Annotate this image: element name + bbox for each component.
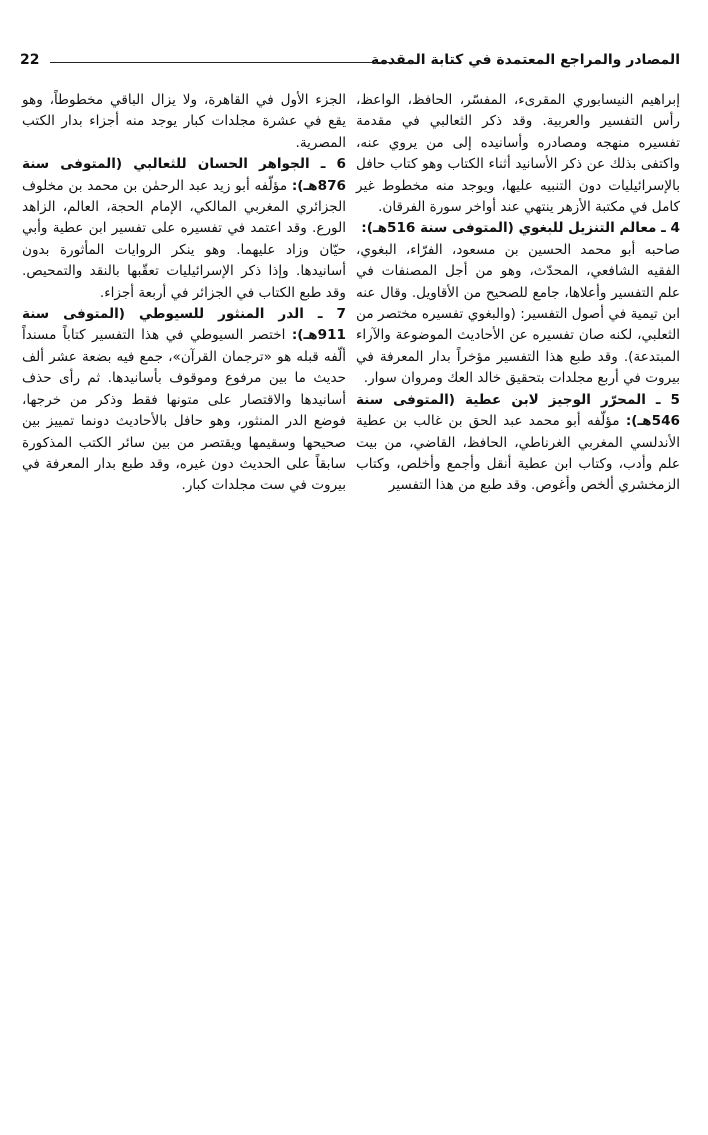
entry-6-body: مؤلّفه أبو زيد عبد الرحمٰن بن محمد بن مخلوف الجزائري المغربي المالكي، الإمام الحجة، العالم، الزاهد الورع. وقد اعتمد في تفسيره على تفسير ابن عطية وأبي حيّان وزاد عليهما. وهو ينكر الروايات المأثورة بدون أسانيدها. وإذا ذكر الإسرائيليات تعقّبها بالنقد والتمحيص. وقد طبع الكتاب في الجزائر في أربعة أجزاء.	[22, 177, 346, 301]
entry-6-heading: 6 ـ الجواهر الحسان للثعالبي (المتوفى سنة 876هـ):	[22, 156, 346, 194]
entry-4-body: صاحبه أبو محمد الحسين بن مسعود، الفرّاء، البغوي، الفقيه الشافعي، المحدّث، وهو من أجل المصنفات في علم التفسير وأعلاها، جامع للصحيح من الأقاويل. وقال عنه ابن تيمية في أصول التفسير: (والبغوي تفسيره مختصر من الثعلبي، لكنه صان تفسيره عن الأحاديث الموضوعة والآراء المبتدعة). وقد طبع هذا التفسير مؤخراً بدار المعرفة في بيروت في أربع مجلدات بتحقيق خالد العك ومروان سوار.	[356, 241, 680, 387]
intro-paragraph: إبراهيم النيسابوري المقرىء، المفسّر، الحافظ، الواعظ، رأس التفسير والعربية. وقد ذكر الثعالبي في مقدمة تفسيره منهجه ومصادره وأسانيده إلى من يروي عنه، واكتفى بذلك عن ذكر الأسانيد أثناء الكتاب وهو كتاب حافل بالإسرائيليات دون التنبيه عليها، ويوجد منه مخطوط غير كامل في مكتبة الأزهر ينتهي عند أواخر سورة الفرقان.	[356, 92, 680, 216]
entry-7-heading: 7 ـ الدر المنثور للسيوطي (المتوفى سنة 911هـ):	[22, 306, 346, 344]
header-rule	[50, 62, 397, 63]
entry-5-heading: 5 ـ المحرّر الوجيز لابن عطية (المتوفى سنة 546هـ):	[356, 391, 680, 430]
left-column	[22, 90, 346, 497]
entry-7-body: اختصر السيوطي في هذا التفسير كتاباً مسنداً ألّفه قبله هو «ترجمان القرآن»، جمع فيه بضعة عشر ألف حديث ما بين مرفوع وموقوف بأسانيدها. ثم رأى حذف أسانيدها والاقتصار على متونها فقط وذكر من خرجها، فوضع الدر المنثور، وهو حافل بالأحاديث دونما تمييز بين صحيحها وسقيمها ويقتصر من بين سائر الكتب المذكورة سابقاً على الحديث دون غيره، وقد طبع بدار المعرفة في بيروت في ست مجلدات كبار.	[22, 327, 346, 494]
entry-4-heading: 4 ـ معالم التنزيل للبغوي (المتوفى سنة 516هـ):	[361, 220, 680, 237]
page-number: 22	[20, 52, 40, 68]
right-column	[356, 90, 680, 497]
running-title: المصادر والمراجع المعتمدة في كتابة المقدمة	[370, 52, 680, 68]
continuation-paragraph: الجزء الأول في القاهرة، ولا يزال الباقي مخطوطاً، وهو يقع في عشرة مجلدات كبار يوجد منه أجزاء بدار الكتب المصرية.	[22, 92, 346, 151]
page-header	[20, 52, 680, 74]
entry-5-body: مؤلّفه أبو محمد عبد الحق بن غالب بن عطية الأندلسي المغربي الغرناطي، الحافظ، القاضي، من بيت علم وأدب، وكتاب ابن عطية أنقل وأجمع وأخلص، وكتاب الزمخشري ألخص وأغوص. وقد طبع من هذا التفسير	[356, 413, 680, 494]
